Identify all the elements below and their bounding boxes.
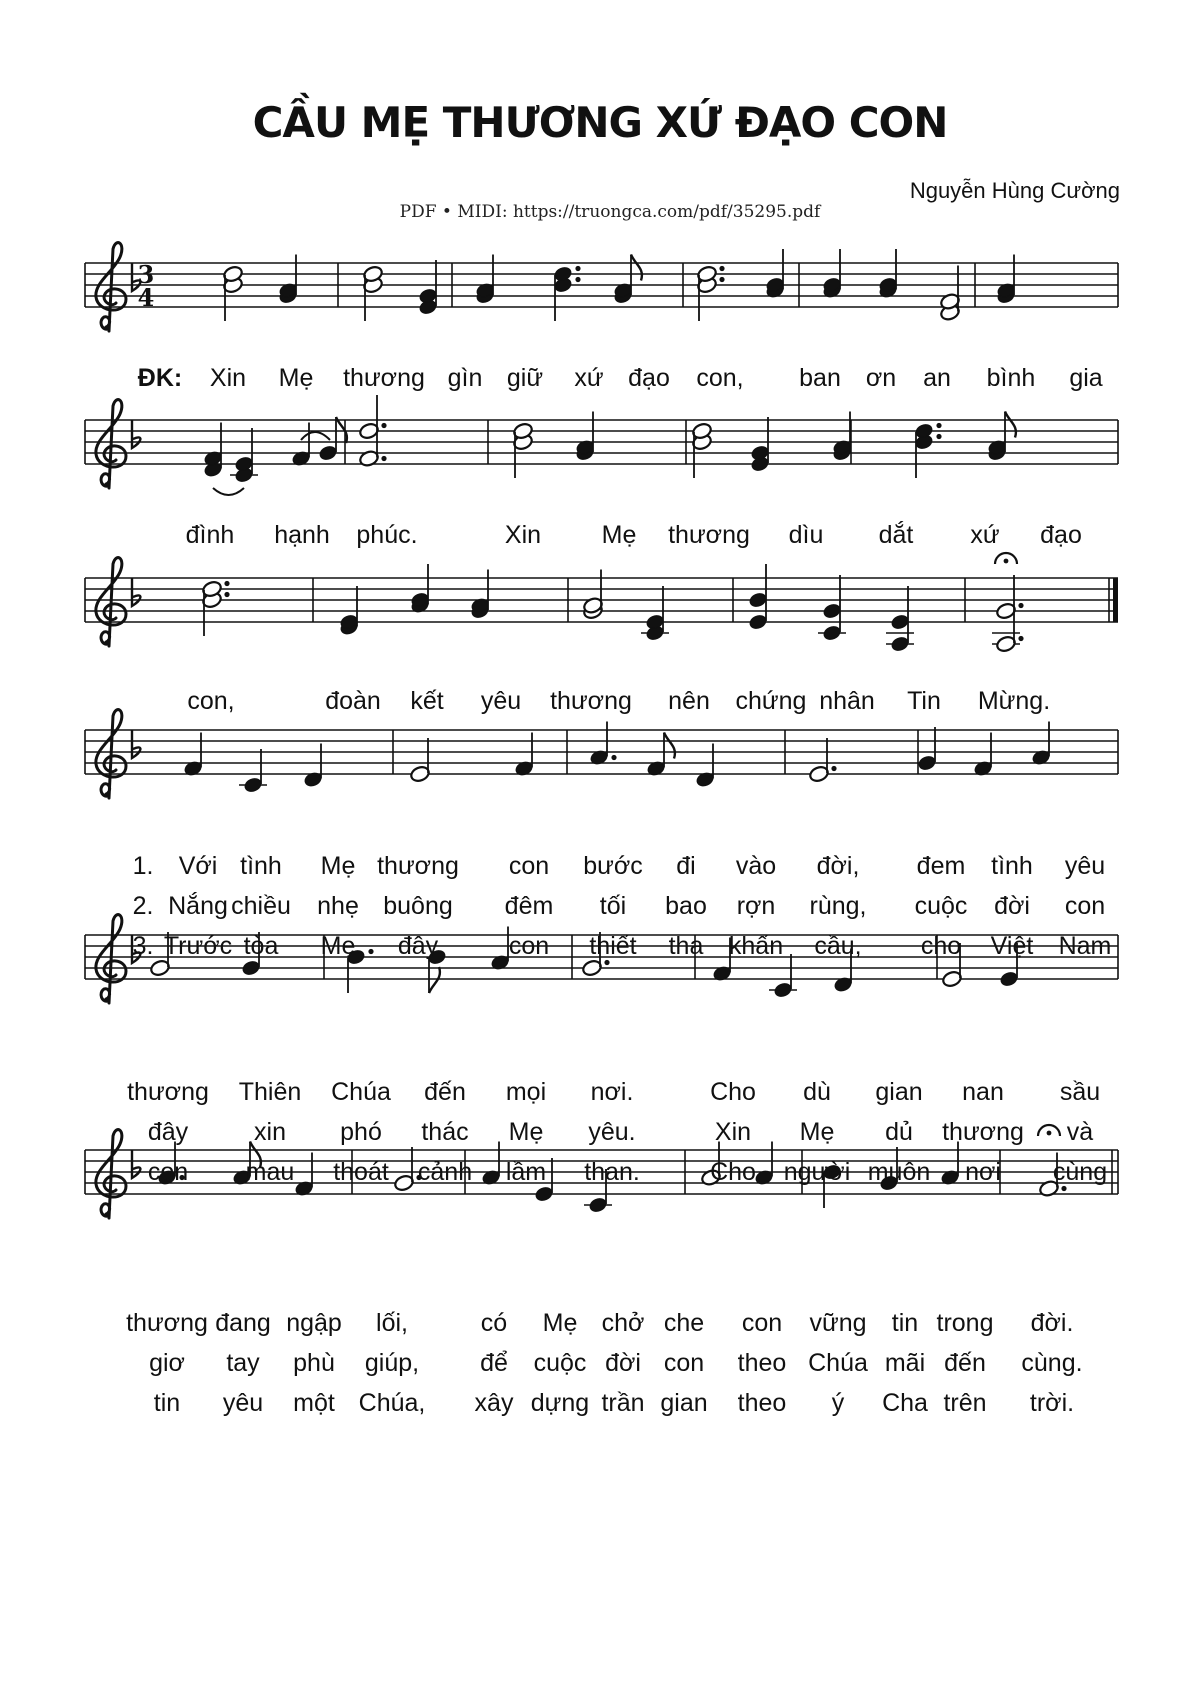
lyric-syllable: đến xyxy=(424,1078,466,1106)
fermata-dot xyxy=(1047,1131,1052,1136)
lyric-syllable: Nam xyxy=(1058,932,1112,960)
lyric-syllable: người xyxy=(783,1158,851,1186)
lyric-syllable: Chúa, xyxy=(358,1389,426,1417)
lyric-syllable: một xyxy=(293,1389,335,1417)
lyric-syllable: để xyxy=(480,1349,508,1377)
augmentation-dot xyxy=(1018,636,1023,641)
staff-system xyxy=(85,710,1118,798)
lyric-syllable: con xyxy=(147,1158,189,1186)
lyric-syllable: Mẹ xyxy=(320,932,356,960)
notehead xyxy=(534,1185,554,1202)
note-flag xyxy=(631,255,642,281)
lyric-syllable: 2. xyxy=(132,892,154,920)
notehead xyxy=(748,591,768,608)
lyric-syllable: bước xyxy=(583,852,643,880)
lyric-syllable: nhẹ xyxy=(317,892,359,920)
lyric-syllable: chứng xyxy=(735,687,807,715)
lyric-syllable: đạo xyxy=(628,364,670,392)
augmentation-dot xyxy=(575,266,580,271)
lyric-syllable: nơi. xyxy=(590,1078,634,1106)
notehead xyxy=(243,776,263,793)
lyric-syllable: thương xyxy=(377,852,459,880)
lyric-syllable: mau xyxy=(245,1158,295,1186)
lyric-syllable: khấn xyxy=(728,932,784,960)
treble-clef-icon xyxy=(96,915,126,1003)
slur xyxy=(301,432,330,440)
lyric-syllable: buông xyxy=(383,892,453,920)
lyric-syllable: dù xyxy=(803,1078,831,1106)
notehead xyxy=(318,444,338,461)
lyric-syllable: đây xyxy=(397,932,439,960)
lyric-syllable: đêm xyxy=(504,892,554,920)
lyric-syllable: muôn xyxy=(867,1158,931,1186)
lyric-syllable: gian xyxy=(875,1078,923,1106)
lyric-syllable: giơ xyxy=(149,1349,185,1377)
lyric-syllable: che xyxy=(663,1309,705,1337)
augmentation-dot xyxy=(1061,1186,1066,1191)
lyric-syllable: đời xyxy=(605,1349,641,1377)
flat-sign-icon xyxy=(132,730,140,758)
notehead xyxy=(748,613,768,630)
lyric-syllable: an xyxy=(923,364,951,392)
augmentation-dot xyxy=(611,755,616,760)
lyric-syllable: Mẹ xyxy=(508,1118,544,1146)
staff-system xyxy=(85,243,1118,331)
staff-system xyxy=(85,553,1118,653)
lyric-syllable: con xyxy=(508,932,550,960)
lyric-syllable: thương xyxy=(343,364,425,392)
lyric-syllable: Mẹ xyxy=(542,1309,578,1337)
augmentation-dot xyxy=(1018,603,1023,608)
lyric-syllable: thương xyxy=(126,1309,208,1337)
staff-system xyxy=(85,395,1118,495)
lyric-syllable: Cho xyxy=(710,1158,756,1186)
lyric-syllable: Việt xyxy=(990,932,1034,960)
lyric-syllable: mọi xyxy=(505,1078,547,1106)
lyric-syllable: cuộc xyxy=(914,892,968,920)
notehead xyxy=(822,602,842,619)
lyric-syllable: Mừng. xyxy=(977,687,1051,715)
final-barline xyxy=(1113,578,1118,622)
treble-clef-icon xyxy=(96,1130,126,1218)
augmentation-dot xyxy=(381,423,386,428)
lyric-syllable: than. xyxy=(584,1158,640,1186)
lyric-syllable: xây xyxy=(474,1389,514,1417)
lyric-syllable: lầm xyxy=(505,1158,547,1186)
lyric-syllable: Trước xyxy=(163,932,233,960)
lyric-syllable: bao xyxy=(665,892,707,920)
lyric-syllable: dựng xyxy=(530,1389,590,1417)
treble-clef-icon xyxy=(96,243,126,331)
lyric-syllable: Xin xyxy=(504,521,542,549)
notehead xyxy=(890,613,910,630)
lyric-syllable: phó xyxy=(340,1118,382,1146)
notehead xyxy=(241,959,261,976)
lyric-syllable: bình xyxy=(986,364,1036,392)
lyric-syllable: cuộc xyxy=(533,1349,587,1377)
lyric-syllable: phúc. xyxy=(356,521,418,549)
lyric-syllable: Mẹ xyxy=(799,1118,835,1146)
augmentation-dot xyxy=(831,766,836,771)
lyric-syllable: theo xyxy=(737,1349,787,1377)
lyric-syllable: ban xyxy=(799,364,841,392)
lyric-syllable: tin xyxy=(153,1389,181,1417)
lyric-syllable: con xyxy=(508,852,550,880)
lyric-syllable: tha xyxy=(668,932,704,960)
lyric-syllable: thương xyxy=(127,1078,209,1106)
lyric-syllable: trên xyxy=(943,1389,987,1417)
lyric-syllable: thiết xyxy=(589,932,637,960)
notehead xyxy=(822,624,842,641)
lyric-syllable: Chúa xyxy=(808,1349,868,1377)
fermata-dot xyxy=(1004,559,1009,564)
lyric-syllable: Nắng xyxy=(168,892,228,920)
lyric-syllable: yêu xyxy=(1064,852,1106,880)
lyric-syllable: yêu xyxy=(480,687,522,715)
note-flag xyxy=(1005,412,1016,438)
lyric-syllable: tình xyxy=(240,852,282,880)
lyric-syllable: mãi xyxy=(884,1349,926,1377)
lyric-syllable: Thiên xyxy=(238,1078,302,1106)
lyric-syllable: cầu, xyxy=(814,932,862,960)
lyric-syllable: giúp, xyxy=(364,1349,420,1377)
lyric-syllable: ý xyxy=(831,1389,845,1417)
lyric-syllable: thoát xyxy=(333,1158,389,1186)
lyric-syllable: và xyxy=(1066,1118,1094,1146)
lyric-syllable: nan xyxy=(962,1078,1004,1106)
lyric-syllable: cho xyxy=(920,932,962,960)
lyric-syllable: gian xyxy=(660,1389,708,1417)
lyric-syllable: xứ xyxy=(574,364,604,392)
lyric-syllable: chở xyxy=(601,1309,645,1337)
lyric-syllable: 3. xyxy=(132,932,154,960)
lyric-syllable: giữ xyxy=(506,364,544,392)
lyric-syllable: đoàn xyxy=(325,687,381,715)
augmentation-dot xyxy=(575,277,580,282)
lyric-syllable: trong xyxy=(936,1309,994,1337)
refrain-label: ĐK: xyxy=(137,364,183,392)
lyric-syllable: rợn xyxy=(736,892,776,920)
augmentation-dot xyxy=(224,581,229,586)
lyric-syllable: lối, xyxy=(376,1309,408,1337)
lyric-syllable: ơn xyxy=(865,364,897,392)
lyric-syllable: xin xyxy=(254,1118,286,1146)
lyric-syllable: con xyxy=(741,1309,783,1337)
lyric-syllable: có xyxy=(480,1309,508,1337)
time-signature-top: 3 xyxy=(137,260,155,289)
augmentation-dot xyxy=(368,949,373,954)
lyric-syllable: thương xyxy=(550,687,632,715)
lyric-syllable: Chúa xyxy=(331,1078,391,1106)
lyric-syllable: đem xyxy=(916,852,966,880)
lyric-syllable: Với xyxy=(178,852,218,880)
lyric-syllable: đây xyxy=(147,1118,189,1146)
song-title: CẦU MẸ THƯƠNG XỨ ĐẠO CON xyxy=(252,98,948,147)
lyric-syllable: Xin xyxy=(714,1118,752,1146)
lyric-syllable: nơi xyxy=(965,1158,1001,1186)
lyric-syllable: đình xyxy=(185,521,235,549)
treble-clef-icon xyxy=(96,558,126,646)
lyric-syllable: con, xyxy=(696,364,744,392)
lyric-syllable: đi xyxy=(676,852,696,880)
lyric-syllable: vững xyxy=(809,1309,867,1337)
lyric-syllable: dắt xyxy=(878,521,914,549)
lyric-syllable: thương xyxy=(942,1118,1024,1146)
lyric-syllable: Xin xyxy=(209,364,247,392)
lyric-syllable: tình xyxy=(991,852,1033,880)
lyric-syllable: gìn xyxy=(447,364,483,392)
augmentation-dot xyxy=(936,434,941,439)
notehead xyxy=(890,635,910,652)
flat-sign-icon xyxy=(132,578,140,606)
augmentation-dot xyxy=(604,960,609,965)
lyric-syllable: thác xyxy=(421,1118,469,1146)
slur xyxy=(213,488,244,495)
lyric-syllable: theo xyxy=(737,1389,787,1417)
notehead xyxy=(999,970,1019,987)
treble-clef-icon xyxy=(96,400,126,488)
lyric-syllable: xứ xyxy=(970,521,1000,549)
lyric-syllable: đời xyxy=(994,892,1030,920)
lyric-syllable: vào xyxy=(735,852,777,880)
note-flag xyxy=(664,733,675,759)
composer-name: Nguyễn Hùng Cường xyxy=(909,178,1120,203)
lyric-syllable: trần xyxy=(601,1389,645,1417)
lyric-syllable: đời. xyxy=(1030,1309,1074,1337)
lyric-syllable: rùng, xyxy=(809,892,867,920)
lyric-syllable: tòa xyxy=(243,932,279,960)
lyric-syllable: cùng xyxy=(1052,1158,1108,1186)
flat-sign-icon xyxy=(132,420,140,448)
lyric-syllable: trời. xyxy=(1029,1389,1075,1417)
lyric-syllable: đang xyxy=(215,1309,271,1337)
lyric-syllable: Cha xyxy=(882,1389,928,1417)
lyric-syllable: nhân xyxy=(819,687,875,715)
lyric-syllable: Tin xyxy=(907,687,941,715)
lyric-syllable: gia xyxy=(1069,364,1103,392)
lyric-syllable: dìu xyxy=(788,521,824,549)
lyric-syllable: con xyxy=(1064,892,1106,920)
notehead xyxy=(773,981,793,998)
lyric-syllable: Mẹ xyxy=(278,364,314,392)
lyric-syllable: sầu xyxy=(1059,1078,1101,1106)
lyric-syllable: dủ xyxy=(885,1118,913,1146)
augmentation-dot xyxy=(224,592,229,597)
lyric-syllable: tay xyxy=(226,1349,260,1377)
lyric-syllable: Mẹ xyxy=(320,852,356,880)
lyric-syllable: đến xyxy=(944,1349,986,1377)
lyric-syllable: Mẹ xyxy=(601,521,637,549)
lyric-syllable: 1. xyxy=(132,852,154,880)
lyric-syllable: tin xyxy=(891,1309,919,1337)
lyric-syllable: kết xyxy=(410,687,444,715)
lyric-syllable: yêu. xyxy=(588,1118,636,1146)
augmentation-dot xyxy=(719,266,724,271)
notehead xyxy=(588,1196,608,1213)
lyric-syllable: đạo xyxy=(1040,521,1082,549)
lyric-syllable: nên xyxy=(668,687,710,715)
lyric-syllable: hạnh xyxy=(274,521,330,549)
lyric-syllable: yêu xyxy=(222,1389,264,1417)
lyric-syllable: cảnh xyxy=(417,1158,473,1186)
notehead xyxy=(917,754,937,771)
lyric-syllable: đời, xyxy=(816,852,860,880)
lyric-syllable: ngập xyxy=(286,1309,342,1337)
lyric-syllable: chiều xyxy=(231,892,291,920)
lyric-syllable: con xyxy=(663,1349,705,1377)
lyric-syllable: Cho xyxy=(710,1078,756,1106)
lyric-syllable: tối xyxy=(599,892,627,920)
augmentation-dot xyxy=(936,423,941,428)
time-signature-bottom: 4 xyxy=(137,283,155,312)
augmentation-dot xyxy=(381,456,386,461)
treble-clef-icon xyxy=(96,710,126,798)
lyric-syllable: cùng. xyxy=(1021,1349,1083,1377)
augmentation-dot xyxy=(719,277,724,282)
flat-sign-icon xyxy=(132,1150,140,1178)
lyric-syllable: phù xyxy=(293,1349,335,1377)
lyric-syllable: thương xyxy=(668,521,750,549)
lyric-syllable: con, xyxy=(187,687,235,715)
note-flag xyxy=(429,967,440,993)
source-link[interactable]: PDF • MIDI: https://truongca.com/pdf/35295.pdf xyxy=(399,202,821,222)
